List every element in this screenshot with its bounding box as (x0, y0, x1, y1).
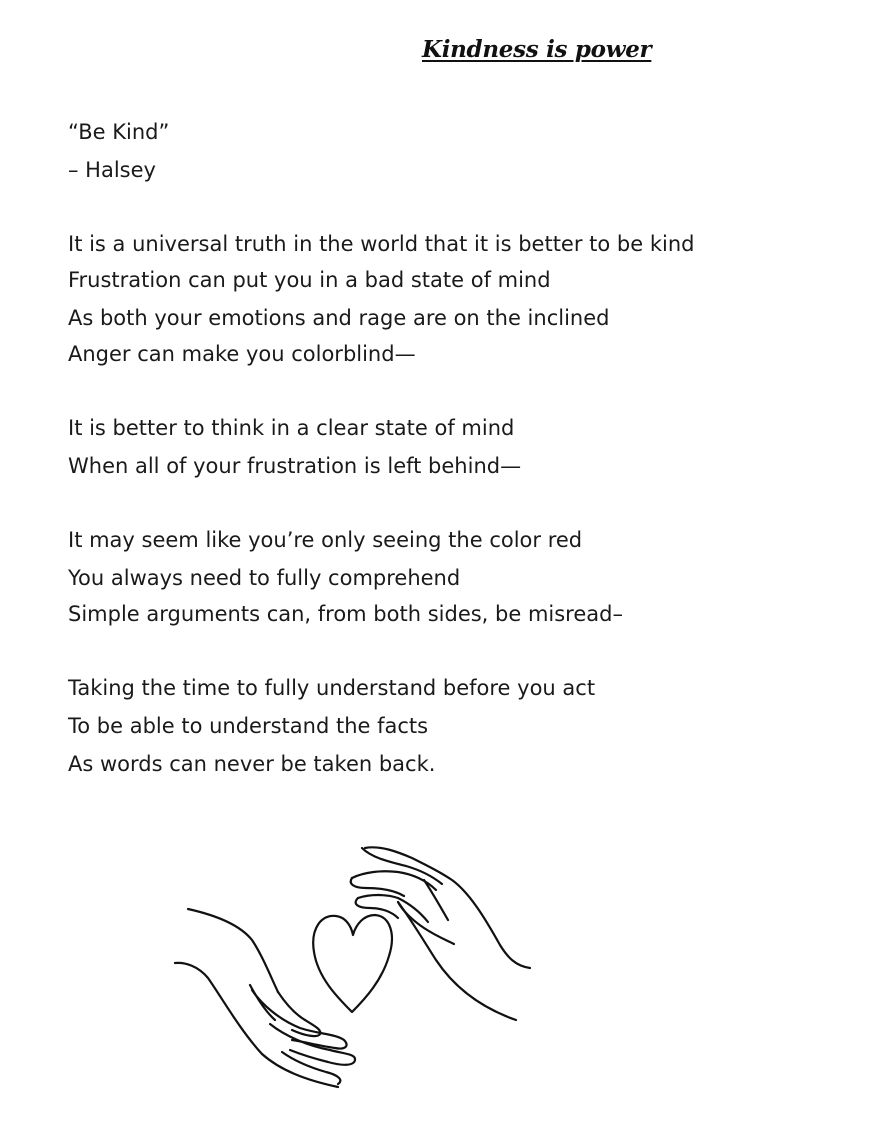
heart-icon (313, 915, 392, 1012)
poem-line: You always need to fully comprehend (68, 566, 461, 590)
poem-line: It is a universal truth in the world that it is better to be kind (68, 232, 695, 256)
epigraph-attribution: – Halsey (68, 158, 156, 182)
poem-line: When all of your frustration is left behind— (68, 454, 522, 478)
poem-line: Simple arguments can, from both sides, be misread– (68, 602, 623, 626)
hands-heart-icon (160, 835, 550, 1105)
poem-line: It may seem like you’re only seeing the color red (68, 528, 583, 552)
right-hand-icon (351, 847, 530, 1020)
poem-line: It is better to think in a clear state of mind (68, 416, 515, 440)
document-title: Kindness is power (422, 36, 652, 63)
poem-line: Frustration can put you in a bad state of mind (68, 268, 551, 292)
poem-line: To be able to understand the facts (68, 714, 429, 738)
poem-line: As both your emotions and rage are on the inclined (68, 306, 610, 330)
left-hand-icon (175, 909, 355, 1087)
poem-line: As words can never be taken back. (68, 752, 436, 776)
poem-line: Taking the time to fully understand before you act (68, 676, 596, 700)
poem-line: Anger can make you colorblind— (68, 342, 416, 366)
epigraph-quote: “Be Kind” (68, 120, 170, 144)
